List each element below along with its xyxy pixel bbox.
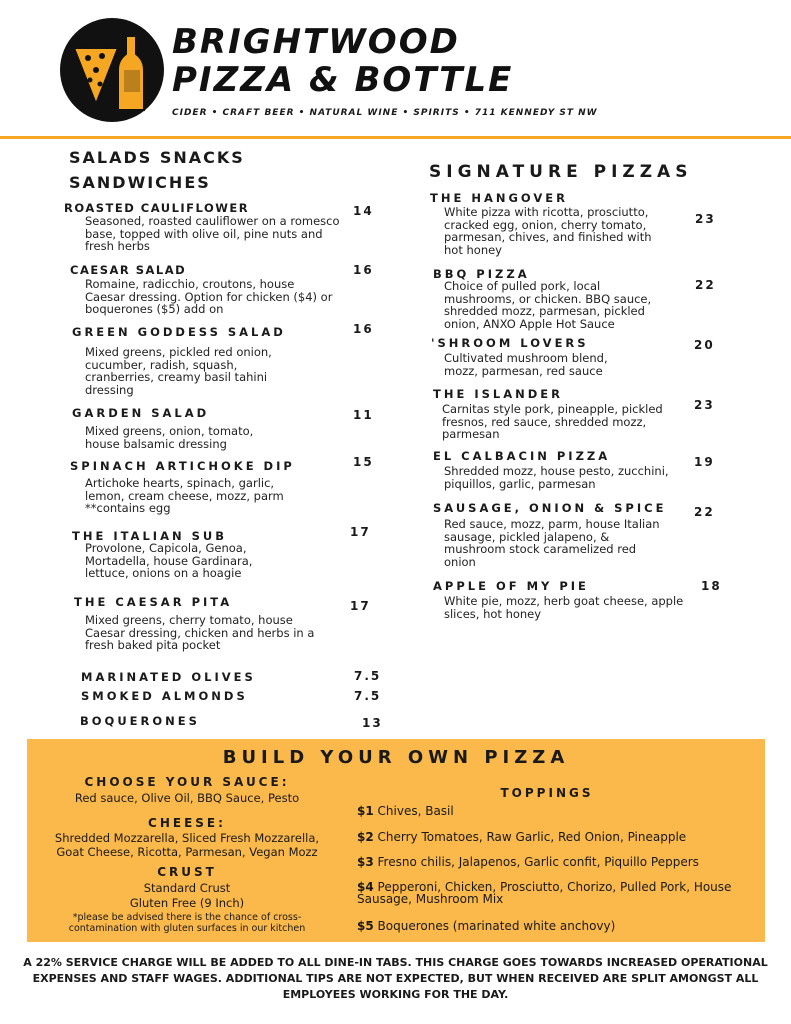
menu-item-price: 16 [353,322,374,336]
menu-item-price: 17 [350,599,371,613]
menu-item-name: THE ISLANDER [433,387,563,401]
menu-item-desc: Cultivated mushroom blend, mozz, parmesan, red sauce [444,351,608,378]
menu-item-name: EL CALBACIN PIZZA [433,449,611,463]
menu-item-name: GARDEN SALAD [72,406,210,420]
build-your-own-panel [27,739,765,942]
menu-item-price: 17 [350,525,371,539]
menu-item-name: SAUSAGE, ONION & SPICE [433,501,667,515]
cheese-options-line2: Goat Cheese, Ricotta, Parmesan, Vegan Mozz [56,845,318,859]
menu-item-desc: Carnitas style pork, pineapple, pickled fresnos, red sauce, shredded mozz, parmesan [442,402,663,441]
pizza-bottle-logo-icon [60,18,164,122]
crust-option-gluten-free: Gluten Free (9 Inch) [129,896,245,910]
menu-item-price: 7.5 [354,669,382,683]
menu-item-desc: Red sauce, mozz, parm, house Italian sausage, pickled jalapeno, & mushroom stock caramelized red onion [444,517,660,569]
menu-item-desc: White pizza with ricotta, prosciutto, cracked egg, onion, cherry tomato, parmesan, chives, and finished with hot honey [444,205,652,257]
menu-item-name: 'SHROOM LOVERS [431,336,589,350]
menu-item-desc: Mixed greens, cherry tomato, house Caesar dressing, chicken and herbs in a fresh baked pita pocket [85,613,315,652]
menu-item-name: ROASTED CAULIFLOWER [64,201,250,215]
menu-item-name: SPINACH ARTICHOKE DIP [70,459,295,473]
menu-item-price: 14 [353,204,374,218]
menu-item-name: APPLE OF MY PIE [433,579,589,593]
menu-item-price: 20 [694,338,715,352]
topping-tier-4: $4 Pepperoni, Chicken, Prosciutto, Chorizo, Pulled Pork, House Sausage, Mushroom Mix [357,880,732,906]
menu-item-price: 13 [362,716,383,730]
cheese-options-line1: Shredded Mozzarella, Sliced Fresh Mozzarella, [54,831,320,845]
toppings-heading: TOPPINGS [500,786,594,800]
menu-item-desc: Mixed greens, pickled red onion, cucumber, radish, squash, cranberries, creamy basil tahini dressing [85,345,272,397]
menu-item-price: 15 [353,455,374,469]
crust-option-standard: Standard Crust [143,881,231,895]
menu-item-name: SMOKED ALMONDS [81,689,248,703]
menu-item-desc: Artichoke hearts, spinach, garlic, lemon, cream cheese, mozz, parm **contains egg [85,476,284,515]
build-your-own-title: BUILD YOUR OWN PIZZA [222,747,570,768]
menu-item-price: 23 [695,212,716,226]
pizzas-title: SIGNATURE PIZZAS [429,162,693,182]
menu-item-price: 22 [695,278,716,292]
menu-item-price: 22 [694,505,715,519]
menu-item-desc: White pie, mozz, herb goat cheese, apple slices, hot honey [444,594,684,621]
brand-name-line1: BRIGHTWOOD [172,22,460,62]
menu-item-name: THE HANGOVER [430,191,568,205]
menu-item-desc: Seasoned, roasted cauliflower on a romesco base, topped with olive oil, pine nuts and fresh herbs [85,214,340,253]
menu-item-name: MARINATED OLIVES [81,670,256,684]
topping-tier-2: $2 Cherry Tomatoes, Raw Garlic, Red Onion, Pineapple [357,830,687,844]
sauce-options: Red sauce, Olive Oil, BBQ Sauce, Pesto [74,791,300,805]
brand-name-line2: PIZZA & BOTTLE [172,60,514,100]
topping-tier-1: $1 Chives, Basil [357,804,454,818]
menu-item-name: GREEN GODDESS SALAD [72,325,286,339]
menu-item-name: BBQ PIZZA [433,267,530,281]
menu-item-desc: Shredded mozz, house pesto, zucchini, piquillos, garlic, parmesan [444,464,669,491]
menu-item-name: THE CAESAR PITA [74,595,233,609]
topping-tier-3: $3 Fresno chilis, Jalapenos, Garlic confit, Piquillo Peppers [357,855,699,869]
menu-item-name: CAESAR SALAD [70,263,187,277]
menu-item-price: 11 [353,408,374,422]
crust-note: *please be advised there is the chance of cross-contamination with gluten surfaces in our kitchen [68,912,306,934]
menu-item-name: BOQUERONES [80,714,200,728]
service-charge-notice: A 22% SERVICE CHARGE WILL BE ADDED TO ALL DINE-IN TABS. THIS CHARGE GOES TOWARDS INCREASED OPERATIONAL EXPENSES AND STAFF WAGES. ADDITIONAL TIPS ARE NOT EXPECTED, BUT WHEN RECEIVED ARE SPLIT AMONGST ALL EMPLOYEES WORKING FOR THE DAY. [23,956,768,1001]
crust-heading: CRUST [157,865,217,879]
logo [60,18,164,122]
menu-item-price: 19 [694,455,715,469]
sauce-heading: CHOOSE YOUR SAUCE: [84,775,290,789]
menu-item-price: 23 [694,398,715,412]
menu-item-price: 7.5 [354,689,382,703]
cheese-heading: CHEESE: [148,816,226,830]
menu-item-desc: Choice of pulled pork, local mushrooms, or chicken. BBQ sauce, shredded mozz, parmesan, pickled onion, ANXO Apple Hot Sauce [444,279,652,331]
menu-item-desc: Romaine, radicchio, croutons, house Caesar dressing. Option for chicken ($4) or boquerones ($5) add on [85,277,333,316]
salads-title-line1: SALADS SNACKS [69,148,245,167]
tagline: CIDER • CRAFT BEER • NATURAL WINE • SPIRITS • 711 KENNEDY ST NW [172,108,598,118]
topping-tier-5: $5 Boquerones (marinated white anchovy) [357,919,616,933]
menu-item-desc: Mixed greens, onion, tomato, house balsamic dressing [85,424,254,451]
menu-item-price: 16 [353,263,374,277]
menu-item-name: THE ITALIAN SUB [72,529,227,543]
menu-item-price: 18 [701,579,722,593]
header-divider [0,136,791,139]
salads-title-line2: SANDWICHES [69,173,211,192]
menu-item-desc: Provolone, Capicola, Genoa, Mortadella, house Gardinara, lettuce, onions on a hoagie [85,541,253,580]
